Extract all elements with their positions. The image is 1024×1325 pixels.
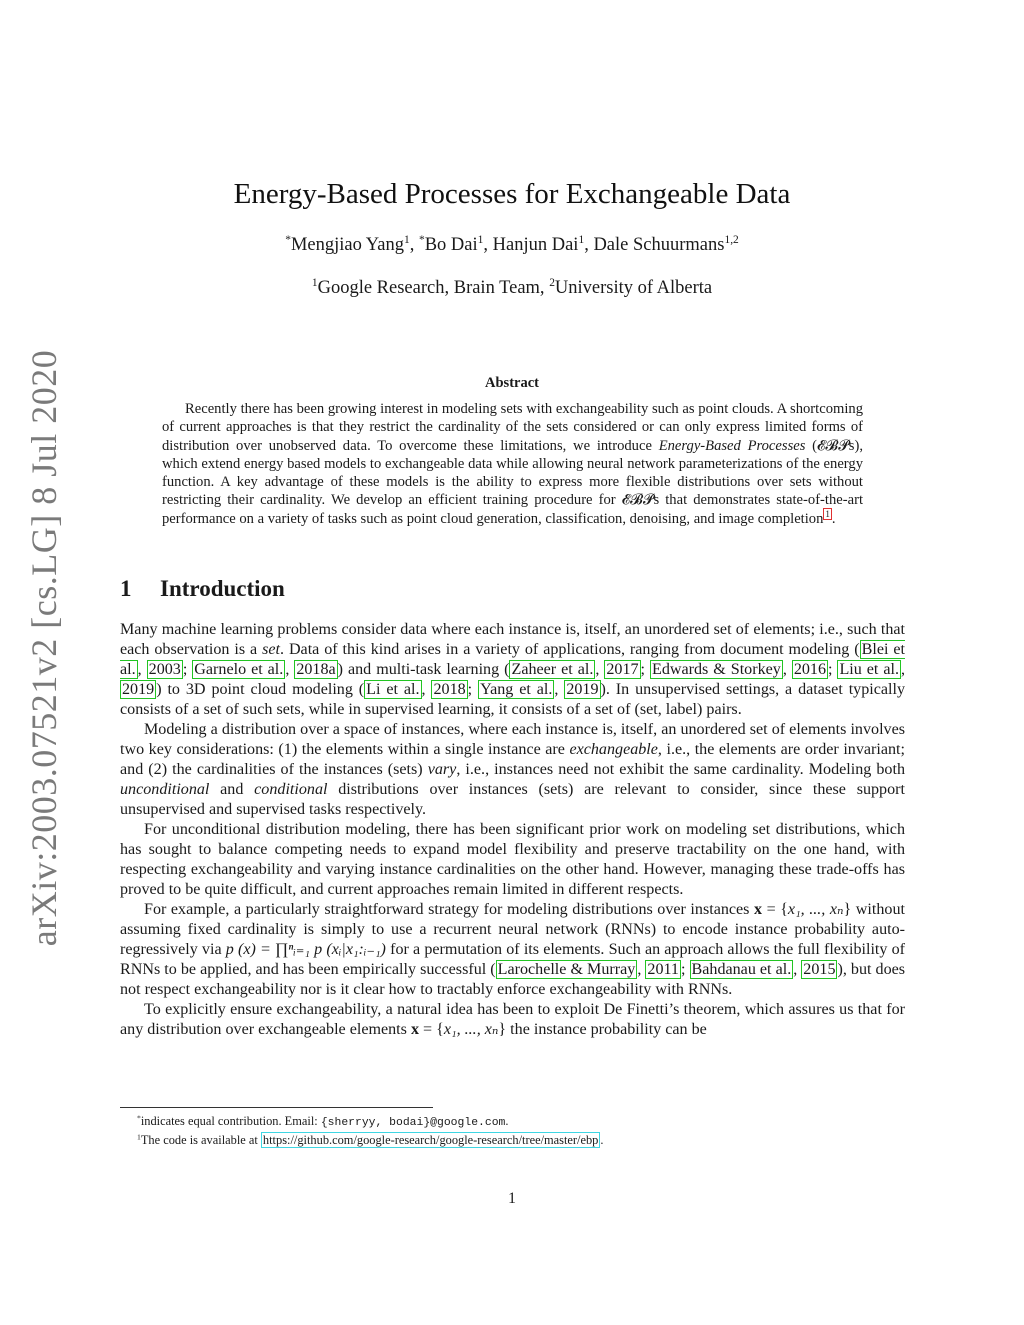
citation-link[interactable]: Li et al. [366,681,420,698]
citation-link[interactable]: 2018 [433,681,466,698]
author: *Bo Dai$^1$ [418,234,484,255]
section-heading: 1 Introduction [120,576,285,601]
probability-formula: p (x) = ∏ⁿᵢ₌₁ p (xᵢ|x₁:ᵢ₋₁) [225,941,386,958]
body-text [120,620,905,1040]
author-list: *Mengjiao Yang$^1$, *Bo Dai$^1$, Hanjun Dai$^1$, Dale Schuurmans$^{1,2}$ [285,234,739,255]
paragraph: For unconditional distribution modeling, there has been significant prior work on modeling set distributions, which has sought to balance competing needs to expand model flexibility and preserve tractability on the one hand, with respecting exchangeability and varying instance cardinalities on the other hand. However, managing these trade-offs has proved to be quite difficult, and current approaches remain limited in different respects. [120,821,905,898]
paragraph: To explicitly ensure exchangeability, a natural idea has been to exploit De Finetti’s theorem, which assures us that for any distribution over exchangeable elements x = {x₁, ..., xₙ} the instance probability can be [120,1001,905,1038]
author: Hanjun Dai$^1$ [492,234,585,255]
citation-link[interactable]: Edwards & Storkey [651,661,781,678]
abstract-heading: Abstract [485,375,539,391]
affiliations: $^1$Google Research, Brain Team, $^2$University of Alberta [311,277,713,298]
citation-link[interactable]: 2019 [566,681,599,698]
citation-link[interactable]: 2011 [647,961,679,978]
footnotes [120,1113,905,1149]
citation-link[interactable]: 2003 [148,661,181,678]
citation-link[interactable]: Blei et al. [120,641,905,678]
citation-link[interactable]: 2017 [606,661,639,678]
page-number: 1 [508,1190,516,1207]
email-text: {sherryy, bodai}@google.com [320,1117,506,1129]
citation-link[interactable]: 2015 [803,961,836,978]
citation-link[interactable]: 2019 [122,681,155,698]
author: Dale Schuurmans$^{1,2}$ [593,234,739,255]
code-url-link[interactable]: https://github.com/google-research/google-research/tree/master/ebp [262,1133,599,1147]
footnote-link[interactable]: 1 [825,509,830,520]
abstract-text: Recently there has been growing interest in modeling sets with exchangeability such as point clouds. A shortcoming of current approaches is that they restrict the cardinality of the sets considered or can only express limited forms of distribution over unobserved data. To overcome these limitations, we introduce Energy-Based Processes (𝓔𝓑𝓟s), which extend energy based models to exchangeable data while allowing neural network parameterizations of the energy function. A key advantage of these models is the ability to express more flexible distributions over sets without restricting their cardinality. We develop an efficient training procedure for 𝓔𝓑𝓟s that demonstrates state-of-the-art performance on a variety of tasks such as point cloud generation, classification, denoising, and image completion $^1$ . [162,401,863,527]
paragraph: Many machine learning problems consider data where each instance is, itself, an unordered set of elements; i.e., such that each observation is a set. Data of this kind arises in a variety of applications, ranging from document modeling ( Blei et al. , 2003 ; Garnelo et al. , 2018a ) and multi-task learning ( Zaheer et al. , 2017 ; Edwards & Storkey , 2016 ; Liu et al. , 2019 ) to 3D point cloud modeling ( Li et al. , 2018 ; Yang et al. , 2019 ). In unsupervised settings, a dataset typically consists of a set of such sets, while in supervised learning, it consists of a set of (set, label) pairs. [120,621,906,718]
citation-link[interactable]: Garnelo et al. [194,661,284,678]
citation-link[interactable]: Larochelle & Murray [497,961,636,978]
paragraph: For example, a particularly straightforward strategy for modeling distributions over instances x = {x₁, ..., xₙ} without assuming fixed cardinality is simply to use a recurrent neural network (RNNs) to encode instance probability auto-regressively via p (x) = ∏ⁿᵢ₌₁ p (xᵢ|x₁:ᵢ₋₁) for a permutation of its elements. Such an approach allows the full flexibility of RNNs to be applied, and has been empirically successful ( Larochelle & Murray , 2011 ; Bahdanau et al. , 2015 ), but does not respect exchangeability nor is it clear how to tractably enforce exchangeability with RNNs. [120,901,906,998]
citation-link[interactable]: Yang et al. [480,681,553,698]
citation-link[interactable]: 2016 [793,661,827,678]
footnote-divider [120,1107,433,1108]
citation-link[interactable]: Bahdanau et al. [691,961,792,978]
paper-title: Energy-Based Processes for Exchangeable Data [233,178,791,210]
footnote-equal-contribution: *indicates equal contribution. Email: {sherryy, bodai}@google.com. [137,1113,509,1129]
footnote-code: $^1$The code is available at https://github.com/google-research/google-research/tree/master/ebp . [137,1132,604,1147]
citation-link[interactable]: Zaheer et al. [511,661,594,678]
paragraph: Modeling a distribution over a space of instances, where each instance is, itself, an unordered set of elements involves two key considerations: (1) the elements within a single instance are exchangeable, i.e., the elements are order invariant; and (2) the cardinalities of the instances (sets) vary, i.e., instances need not exhibit the same cardinality. Modeling both unconditional and conditional distributions over instances (sets) are relevant to consider, since these support unsupervised and supervised tasks respectively. [120,721,905,818]
author: *Mengjiao Yang$^1$ [285,234,410,255]
citation-link[interactable]: Liu et al. [839,661,900,678]
citation-link[interactable]: 2018a [296,661,336,678]
arxiv-identifier: arXiv:2003.07521v2 [cs.LG] 8 Jul 2020 [24,349,64,947]
